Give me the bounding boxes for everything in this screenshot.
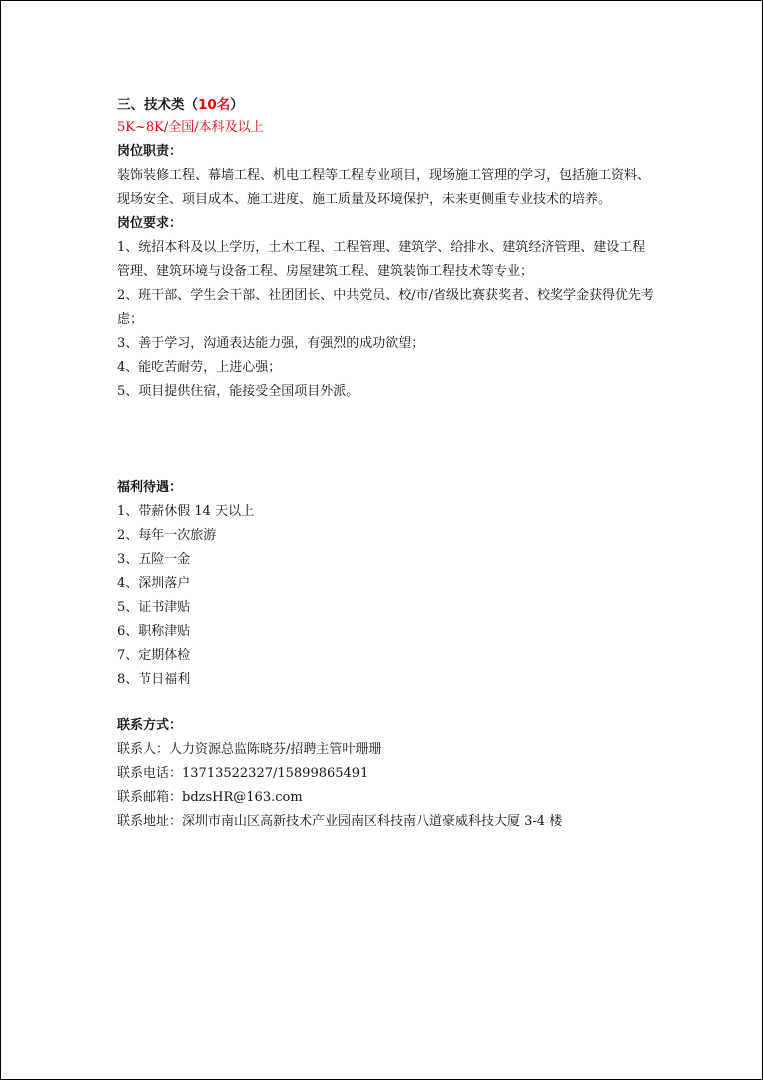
contact-email: 联系邮箱：bdzsHR@163.com <box>117 790 303 805</box>
headcount: 10名 <box>198 97 231 113</box>
section-gap <box>117 404 657 476</box>
section-title-prefix: 三、技术类（ <box>117 97 198 113</box>
benefit-item: 5、证书津贴 <box>117 600 191 615</box>
contact-address: 联系地址：深圳市南山区高新技术产业园南区科技南八道豪威科技大厦 3-4 楼 <box>117 814 563 829</box>
benefits-list <box>117 500 657 692</box>
benefits-heading: 福利待遇： <box>117 480 183 495</box>
contact-phone: 联系电话：13713522327/15899865491 <box>117 766 369 781</box>
duties-text: 装饰装修工程、幕墙工程、机电工程等工程专业项目，现场施工管理的学习，包括施工资料、现场安全、项目成本、施工进度、施工质量及环境保护，未来更侧重专业技术的培养。 <box>117 168 651 207</box>
requirement-item: 4、能吃苦耐劳，上进心强； <box>117 360 282 375</box>
contact-heading: 联系方式： <box>117 718 183 733</box>
section-title-suffix: ） <box>230 97 244 113</box>
requirement-item: 2、班干部、学生会干部、社团团长、中共党员、校/市/省级比赛获奖者、校奖学金获得优先考虑； <box>117 288 655 327</box>
benefit-item: 6、职称津贴 <box>117 624 191 639</box>
benefit-item: 4、深圳落户 <box>117 576 191 591</box>
benefit-item: 2、每年一次旅游 <box>117 528 217 543</box>
section-title-technical <box>117 94 657 116</box>
document-content <box>117 94 657 834</box>
requirement-item: 1、统招本科及以上学历，土木工程、工程管理、建筑学、给排水、建筑经济管理、建设工程管理、建筑环境与设备工程、房屋建筑工程、建筑装饰工程技术等专业； <box>117 240 646 279</box>
benefit-item: 7、定期体检 <box>117 648 191 663</box>
requirement-item: 5、项目提供住宿，能接受全国项目外派。 <box>117 384 360 399</box>
duties-heading: 岗位职责： <box>117 144 183 159</box>
requirement-item: 3、善于学习，沟通表达能力强，有强烈的成功欲望； <box>117 336 425 351</box>
requirements-heading: 岗位要求： <box>117 216 183 231</box>
salary-location-education: 5K~8K/全国/本科及以上 <box>117 120 264 135</box>
contact-person: 联系人：人力资源总监陈晓芬/招聘主管叶珊珊 <box>117 742 382 757</box>
benefit-item: 1、带薪休假 14 天以上 <box>117 504 255 519</box>
requirements-list <box>117 236 657 404</box>
section-gap <box>117 692 657 714</box>
benefit-item: 3、五险一金 <box>117 552 191 567</box>
benefit-item: 8、节日福利 <box>117 672 191 687</box>
